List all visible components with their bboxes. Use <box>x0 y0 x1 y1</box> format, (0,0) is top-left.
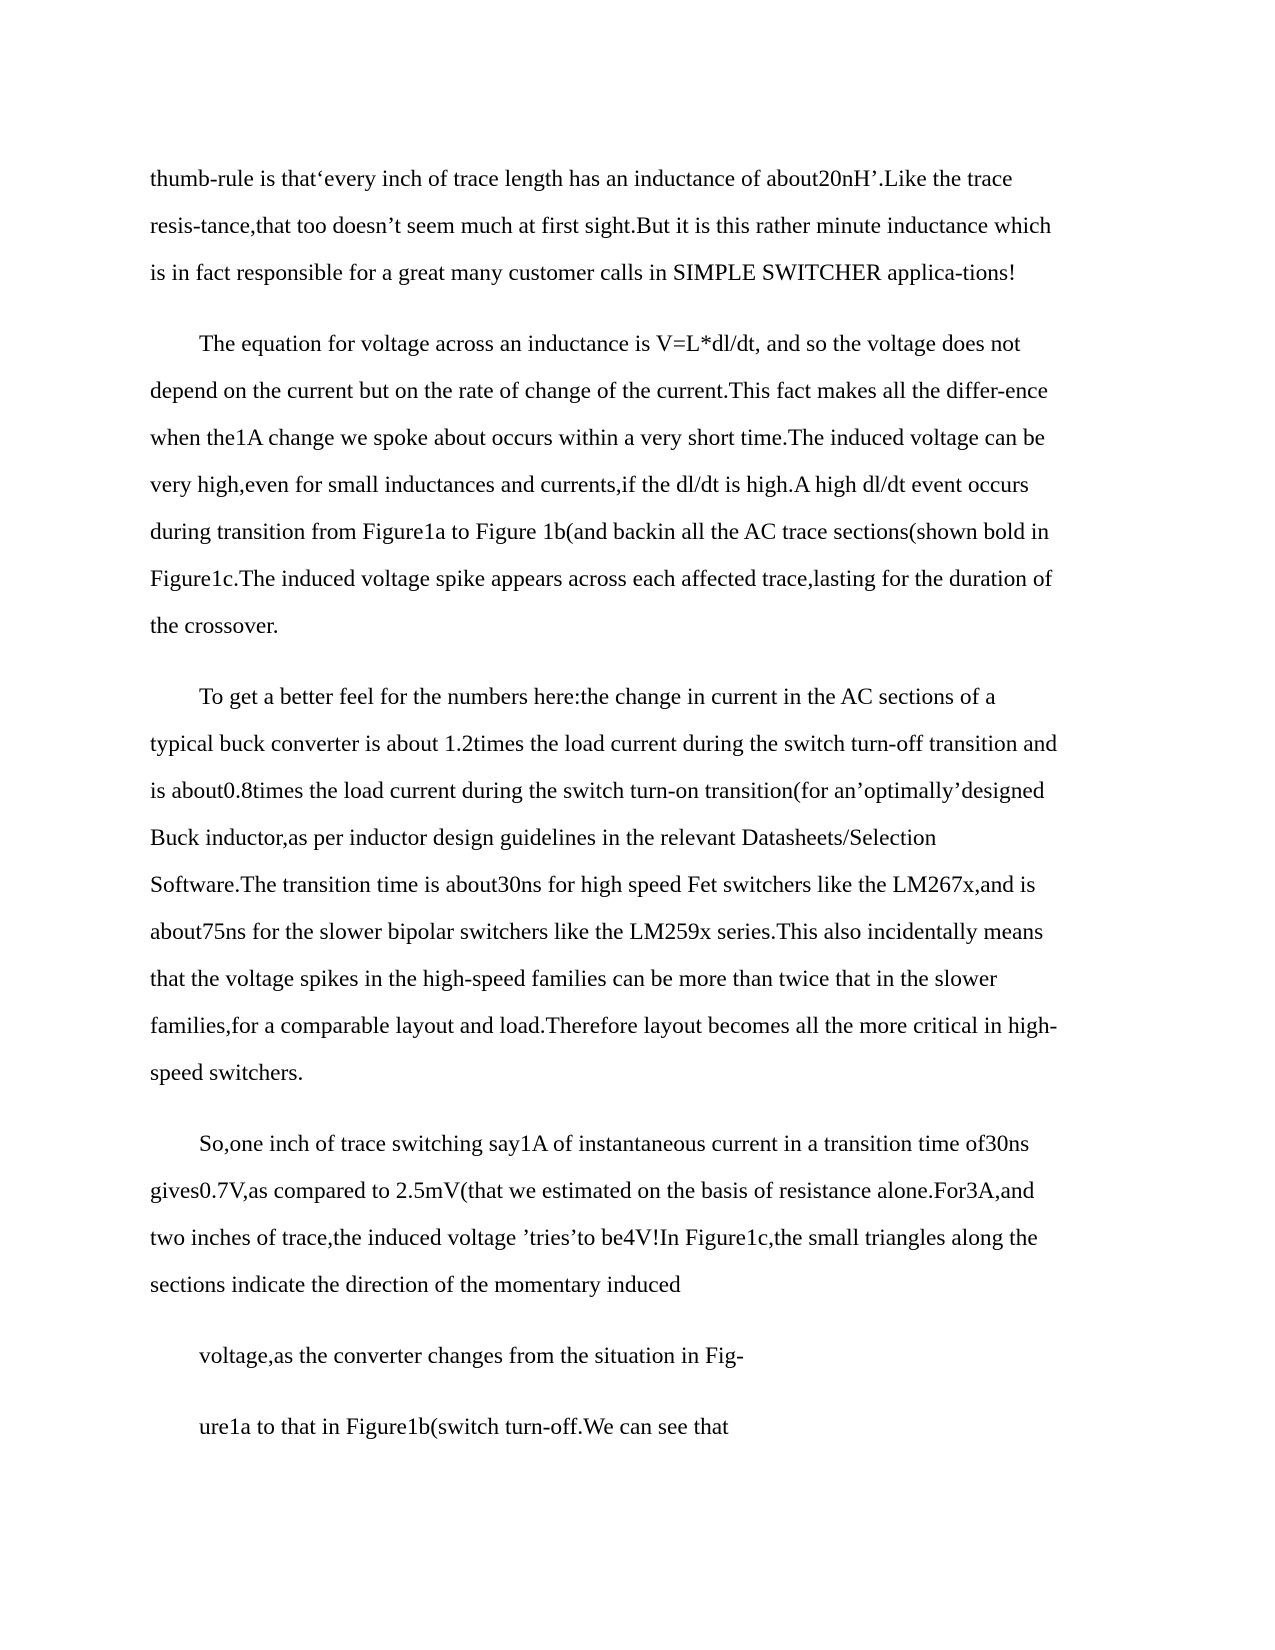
paragraph-4 <box>150 1121 1132 1309</box>
paragraph-line: gives0.7V,as compared to 2.5mV(that we estimated on the basis of resistance alone.For3A,and <box>150 1178 1035 1204</box>
paragraph-line: depend on the current but on the rate of change of the current.This fact makes all the differ-ence <box>150 378 1048 404</box>
paragraph-line: families,for a comparable layout and load.Therefore layout becomes all the more critical in high- <box>150 1013 1058 1039</box>
paragraph-line: Software.The transition time is about30ns for high speed Fet switchers like the LM267x,and is <box>150 872 1036 898</box>
paragraph-5 <box>150 1333 1132 1380</box>
paragraph-2 <box>150 321 1132 650</box>
paragraph-line: resis-tance,that too doesn’t seem much at first sight.But it is this rather minute inductance which <box>150 213 1052 239</box>
paragraph-line: sections indicate the direction of the momentary induced <box>150 1272 681 1298</box>
paragraph-line: speed switchers. <box>150 1060 304 1086</box>
paragraph-line: that the voltage spikes in the high-speed families can be more than twice that in the slower <box>150 966 998 992</box>
paragraph-line: So,one inch of trace switching say1A of instantaneous current in a transition time of30ns <box>199 1131 1030 1157</box>
paragraph-line: To get a better feel for the numbers here:the change in current in the AC sections of a <box>199 684 996 710</box>
paragraph-line: two inches of trace,the induced voltage ’tries’to be4V!In Figure1c,the small triangles along the <box>150 1225 1038 1251</box>
paragraph-line: the crossover. <box>150 613 279 639</box>
paragraph-3 <box>150 674 1132 1097</box>
paragraph-line: during transition from Figure1a to Figure 1b(and backin all the AC trace sections(shown bold in <box>150 519 1050 545</box>
paragraph-line: ure1a to that in Figure1b(switch turn-off.We can see that <box>199 1414 729 1440</box>
paragraph-line: Buck inductor,as per inductor design guidelines in the relevant Datasheets/Selection <box>150 825 937 851</box>
paragraph-line: very high,even for small inductances and currents,if the dl/dt is high.A high dl/dt event occurs <box>150 472 1029 498</box>
paragraph-line: The equation for voltage across an inductance is V=L*dl/dt, and so the voltage does not <box>199 331 1021 357</box>
paragraph-1 <box>150 156 1132 297</box>
paragraph-line: voltage,as the converter changes from the situation in Fig- <box>199 1343 744 1369</box>
paragraph-line: is about0.8times the load current during the switch turn-on transition(for an’optimally’designed <box>150 778 1045 804</box>
paragraph-line: typical buck converter is about 1.2times the load current during the switch turn-off transition and <box>150 731 1058 757</box>
paragraph-line: Figure1c.The induced voltage spike appears across each affected trace,lasting for the duration of <box>150 566 1053 592</box>
paragraph-6 <box>150 1404 1132 1451</box>
paragraph-line: about75ns for the slower bipolar switchers like the LM259x series.This also incidentally means <box>150 919 1044 945</box>
paragraph-line: is in fact responsible for a great many customer calls in SIMPLE SWITCHER applica-tions! <box>150 260 1016 286</box>
paragraph-line: thumb-rule is that‘every inch of trace length has an inductance of about20nH’.Like the trace <box>150 166 1013 192</box>
paragraph-line: when the1A change we spoke about occurs within a very short time.The induced voltage can be <box>150 425 1046 451</box>
document-body <box>150 156 1132 1475</box>
